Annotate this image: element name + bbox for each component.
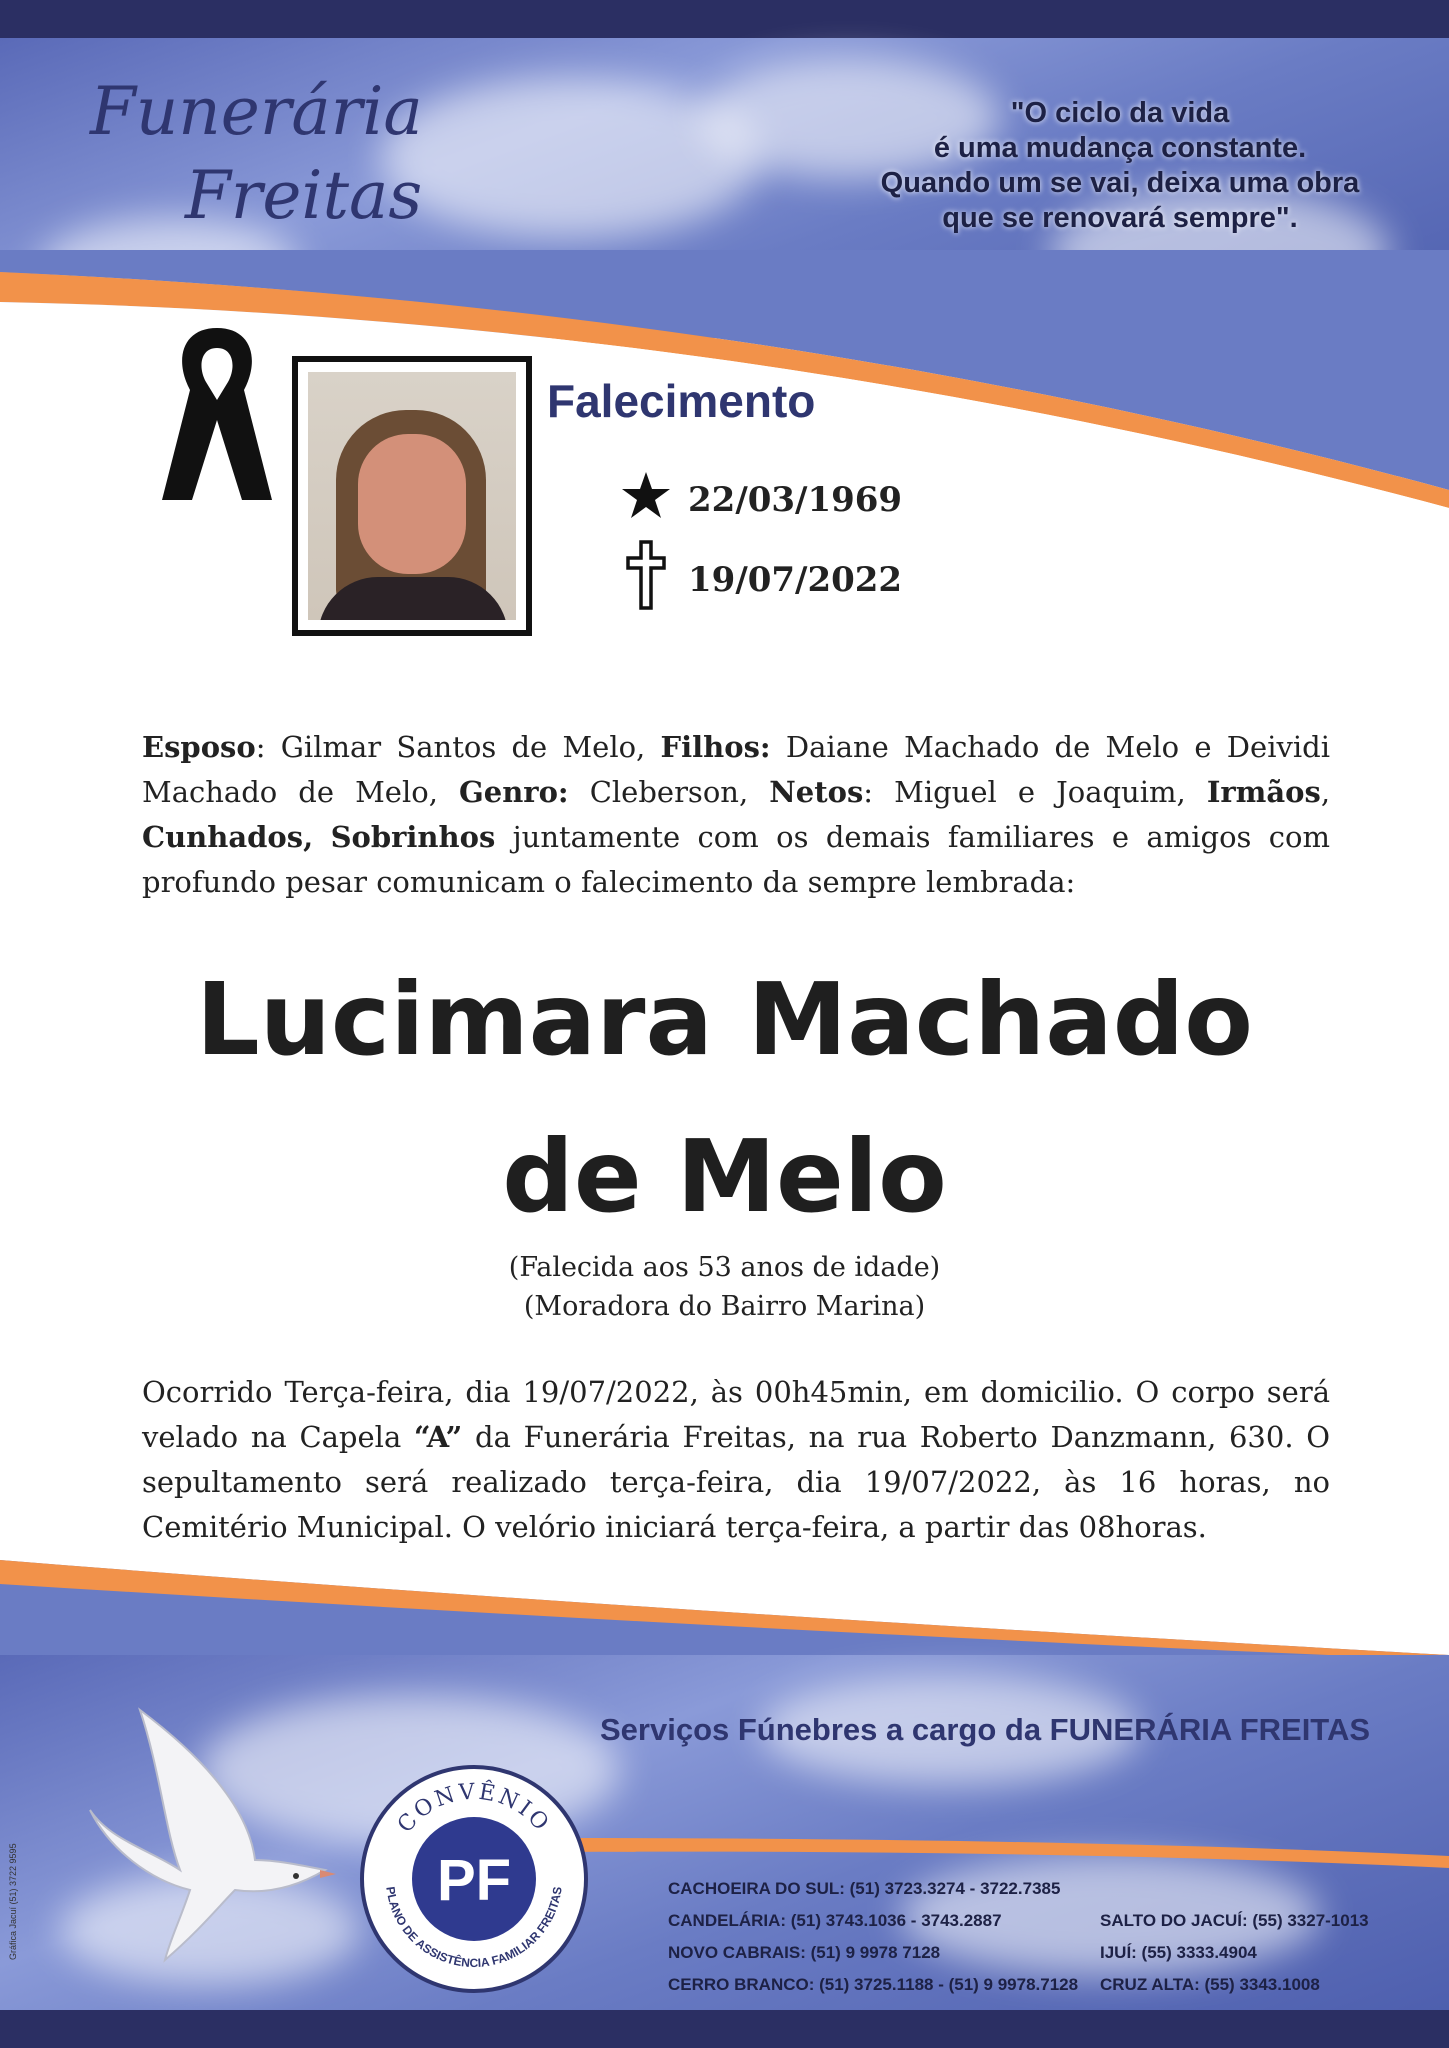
brand-logo bbox=[90, 70, 423, 238]
death-date-row bbox=[620, 540, 902, 619]
contact-line: SALTO DO JACUÍ: (55) 3327-1013 bbox=[1100, 1911, 1369, 1930]
header-quote bbox=[820, 96, 1420, 236]
contact-line: CACHOEIRA DO SUL: (51) 3723.3274 - 3722.7385 bbox=[668, 1879, 1061, 1898]
quote-line: "O ciclo da vida bbox=[1010, 97, 1230, 129]
star-icon bbox=[620, 470, 672, 529]
footer-orange-wave bbox=[0, 1560, 1449, 1660]
residence-note: (Moradora do Bairro Marina) bbox=[523, 1291, 926, 1322]
quote-line: é uma mudança constante. bbox=[933, 132, 1307, 164]
dove-icon bbox=[70, 1690, 340, 1970]
seal-pf-text: PF bbox=[436, 1848, 512, 1913]
quote-line: Quando um se vai, deixa uma obra bbox=[880, 167, 1360, 199]
notice-heading: Falecimento bbox=[547, 375, 816, 427]
seal-top-text: CONVÊNIO bbox=[392, 1779, 556, 1838]
age-note: (Falecida aos 53 anos de idade) bbox=[508, 1252, 941, 1283]
deceased-name-line-2: de Melo bbox=[502, 1118, 947, 1235]
death-date: 19/07/2022 bbox=[688, 559, 903, 600]
convenio-pf-seal bbox=[360, 1765, 588, 1993]
brand-line-2: Freitas bbox=[185, 157, 423, 234]
details-paragraph: Ocorrido Terça-feira, dia 19/07/2022, às 00h45min, em domicilio. O corpo será velado na Capela “A” da Funerária Freitas, na rua Roberto Danzmann, 630. O sepultamento será realizado terça-feira, dia 19/07/2022, às 16 horas, no Cemitério Municipal. O velório iniciará terça-feira, a partir das 08horas. bbox=[142, 1375, 1331, 1544]
contacts-right bbox=[1100, 1905, 1369, 2001]
contact-line: CRUZ ALTA: (55) 3343.1008 bbox=[1100, 1975, 1320, 1994]
contacts-left bbox=[668, 1873, 1078, 2001]
services-credit: Serviços Fúnebres a cargo da FUNERÁRIA FREITAS bbox=[600, 1712, 1371, 1747]
portrait-photo bbox=[292, 356, 532, 636]
deceased-name-line-1: Lucimara Machado bbox=[196, 961, 1253, 1078]
contact-line: NOVO CABRAIS: (51) 9 9978 7128 bbox=[668, 1943, 941, 1962]
mourning-ribbon-icon bbox=[152, 320, 282, 510]
top-border bbox=[0, 0, 1449, 38]
seal-ring-text: PLANO DE ASSISTÊNCIA FAMILIAR FREITAS bbox=[383, 1885, 565, 1971]
family-paragraph: Esposo: Gilmar Santos de Melo, Filhos: Daiane Machado de Melo e Deividi Machado de Melo, Genro: Cleberson, Netos: Miguel e Joaquim, Irmãos, Cunhados, Sobrinhos juntamente com os demais familiares e amigos com profundo pesar comunicam o falecimento da sempre lembrada: bbox=[142, 730, 1331, 899]
cross-icon bbox=[620, 540, 672, 619]
contact-line: CERRO BRANCO: (51) 3725.1188 - (51) 9 9978.7128 bbox=[668, 1975, 1079, 1994]
brand-line-1: Funerária bbox=[90, 73, 423, 150]
bottom-border bbox=[0, 2010, 1449, 2048]
contact-line: CANDELÁRIA: (51) 3743.1036 - 3743.2887 bbox=[668, 1911, 1002, 1930]
birth-date-row bbox=[620, 470, 902, 529]
contact-line: IJUÍ: (55) 3333.4904 bbox=[1100, 1943, 1257, 1962]
quote-line: que se renovará sempre". bbox=[942, 202, 1298, 234]
printer-credit: Gráfica Jacuí (51) 3722 9595 bbox=[8, 1843, 18, 1960]
birth-date: 22/03/1969 bbox=[688, 479, 903, 520]
